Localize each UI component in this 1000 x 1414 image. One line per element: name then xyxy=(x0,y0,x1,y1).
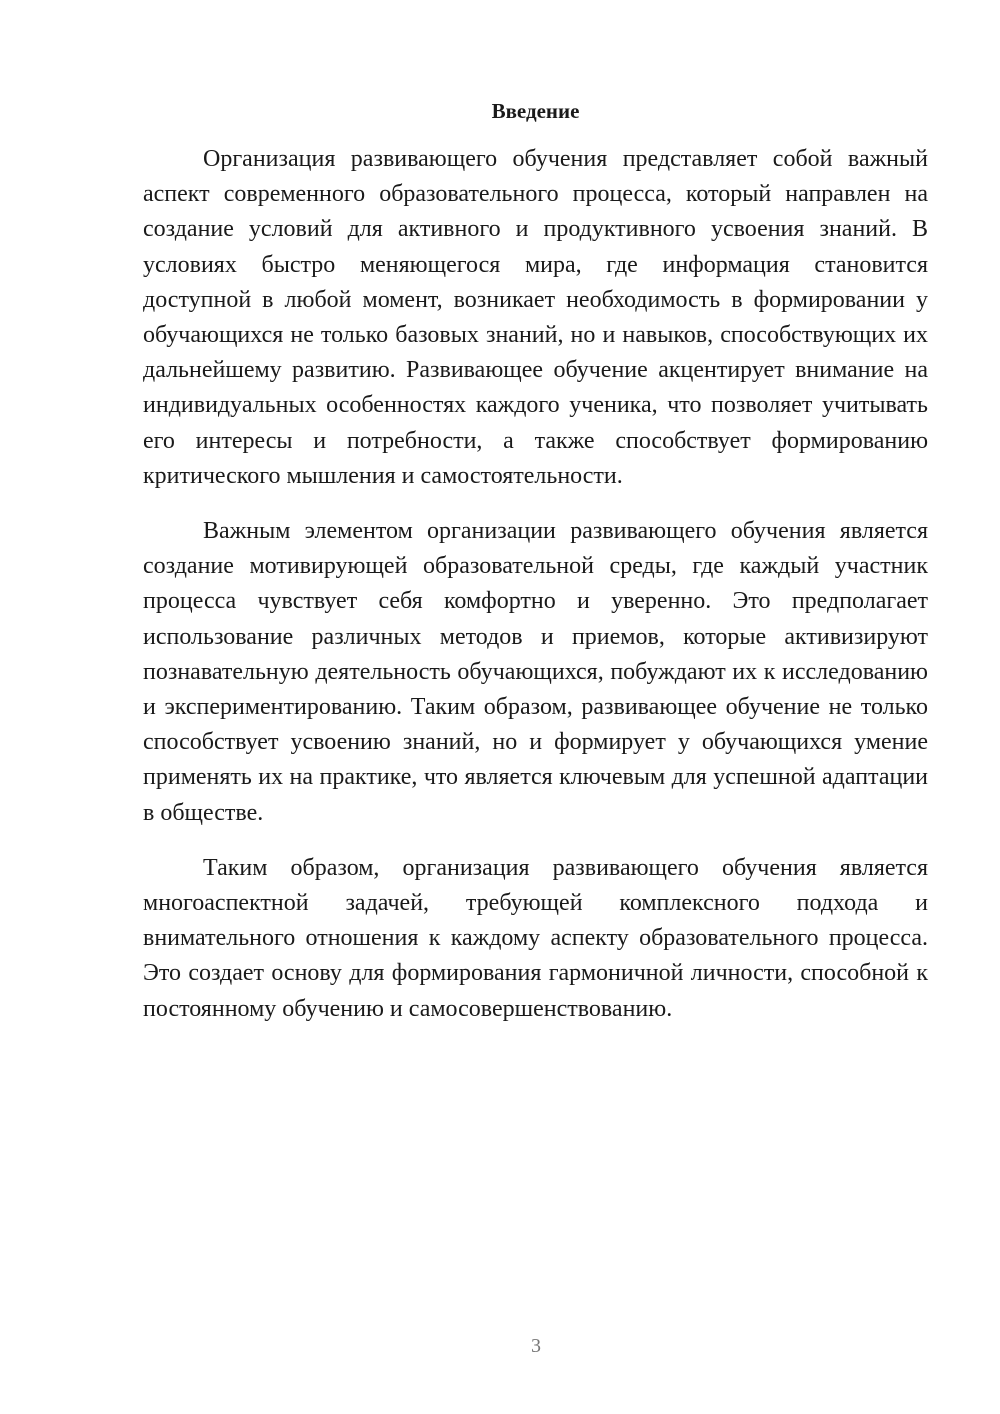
section-heading: Введение xyxy=(491,99,580,123)
paragraph-3: Таким образом, организация развивающего обучения является многоаспектной задачей, требующей комплексного подхода и внимательного отношения к каждому аспекту образовательного процесса. Это создает основу для формирования гармоничной личности, способной к постоянному обучению и самосовершенствованию. xyxy=(143,854,928,1022)
body-text xyxy=(143,142,928,1047)
paragraph-1: Организация развивающего обучения представляет собой важный аспект современного образовательного процесса, который направлен на создание условий для активного и продуктивного усвоения знаний. В условиях быстро меняющегося мира, где информация становится доступной в любой момент, возникает необходимость в формировании у обучающихся не только базовых знаний, но и навыков, способствующих их дальнейшему развитию. Развивающее обучение акцентирует внимание на индивидуальных особенностях каждого ученика, что позволяет учитывать его интересы и потребности, а также способствует формированию критического мышления и самостоятельности. xyxy=(143,146,928,489)
paragraph-2: Важным элементом организации развивающего обучения является создание мотивирующей образовательной среды, где каждый участник процесса чувствует себя комфортно и уверенно. Это предполагает использование различных методов и приемов, которые активизируют познавательную деятельность обучающихся, побуждают их к исследованию и экспериментированию. Таким образом, развивающее обучение не только способствует усвоению знаний, но и формирует у обучающихся умение применять их на практике, что является ключевым для успешной адаптации в обществе. xyxy=(143,518,928,826)
page-number: 3 xyxy=(531,1335,541,1357)
